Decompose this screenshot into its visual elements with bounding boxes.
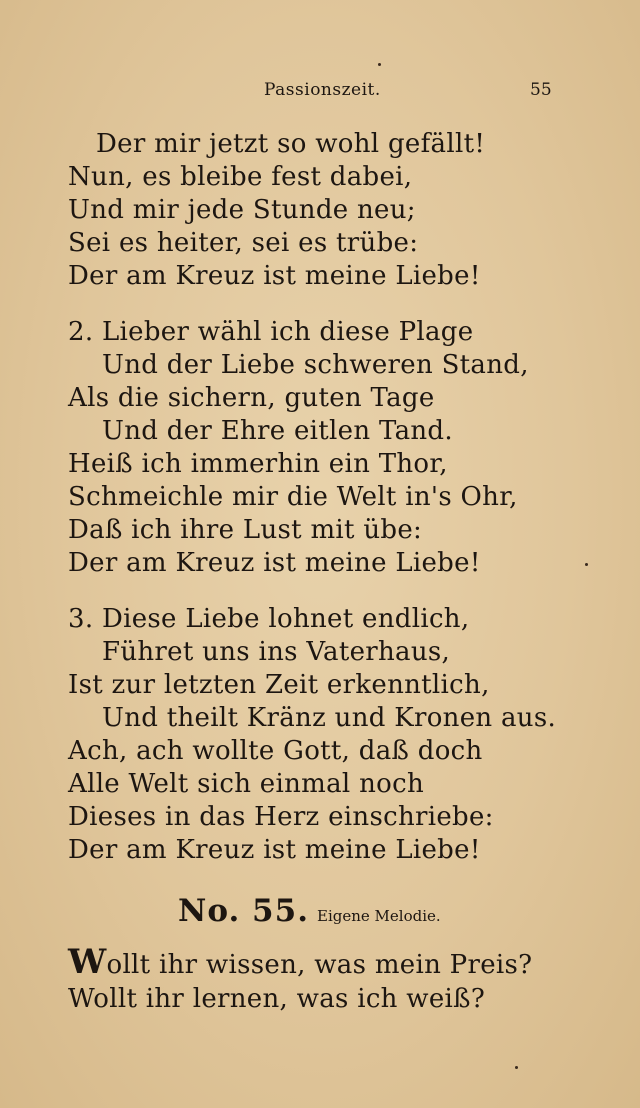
page-number: 55 xyxy=(530,80,552,100)
verse-line: Und der Liebe schweren Stand, xyxy=(102,350,529,380)
verse-line: Als die sichern, guten Tage xyxy=(68,383,435,413)
verse-line: Ist zur letzten Zeit erkenntlich, xyxy=(68,670,490,700)
verse-line: 2. Lieber wähl ich diese Plage xyxy=(68,317,474,347)
verse-line: Und mir jede Stunde neu; xyxy=(68,195,416,225)
hymn-heading xyxy=(178,893,441,929)
verse-line: Nun, es bleibe fest dabei, xyxy=(68,162,413,192)
verse-line: Und theilt Kränz und Kronen aus. xyxy=(102,703,557,733)
paper-speck xyxy=(585,563,588,566)
melody-note: Eigene Melodie. xyxy=(317,907,441,925)
hymn-number: No. 55. xyxy=(178,893,309,929)
verse-line: Dieses in das Herz einschriebe: xyxy=(68,802,494,832)
verse-refrain: Der am Kreuz ist meine Liebe! xyxy=(68,548,481,578)
hymn-first-line xyxy=(68,942,533,982)
verse-line: Alle Welt sich einmal noch xyxy=(68,769,424,799)
verse-line: Daß ich ihre Lust mit übe: xyxy=(68,515,423,545)
verse-refrain: Der am Kreuz ist meine Liebe! xyxy=(68,835,481,865)
verse-refrain: Der am Kreuz ist meine Liebe! xyxy=(68,261,481,291)
paper-speck xyxy=(515,1066,518,1069)
verse-line: Schmeichle mir die Welt in's Ohr, xyxy=(68,482,518,512)
verse-line: Und der Ehre eitlen Tand. xyxy=(102,416,453,446)
verse-line: Ach, ach wollte Gott, daß doch xyxy=(68,736,483,766)
verse-line: Heiß ich immerhin ein Thor, xyxy=(68,449,448,479)
paper-speck xyxy=(378,63,381,66)
running-header: Passionszeit. xyxy=(264,80,381,100)
verse-line: Der mir jetzt so wohl gefällt! xyxy=(96,129,486,159)
verse-line: Führet uns ins Vaterhaus, xyxy=(102,637,451,667)
verse-line: Sei es heiter, sei es trübe: xyxy=(68,228,419,258)
verse-line: 3. Diese Liebe lohnet endlich, xyxy=(68,604,470,634)
hymn-first-line-text: ollt ihr wissen, was mein Preis? xyxy=(106,950,533,980)
hymn-second-line: Wollt ihr lernen, was ich weiß? xyxy=(68,984,486,1014)
drop-cap: W xyxy=(68,942,107,982)
